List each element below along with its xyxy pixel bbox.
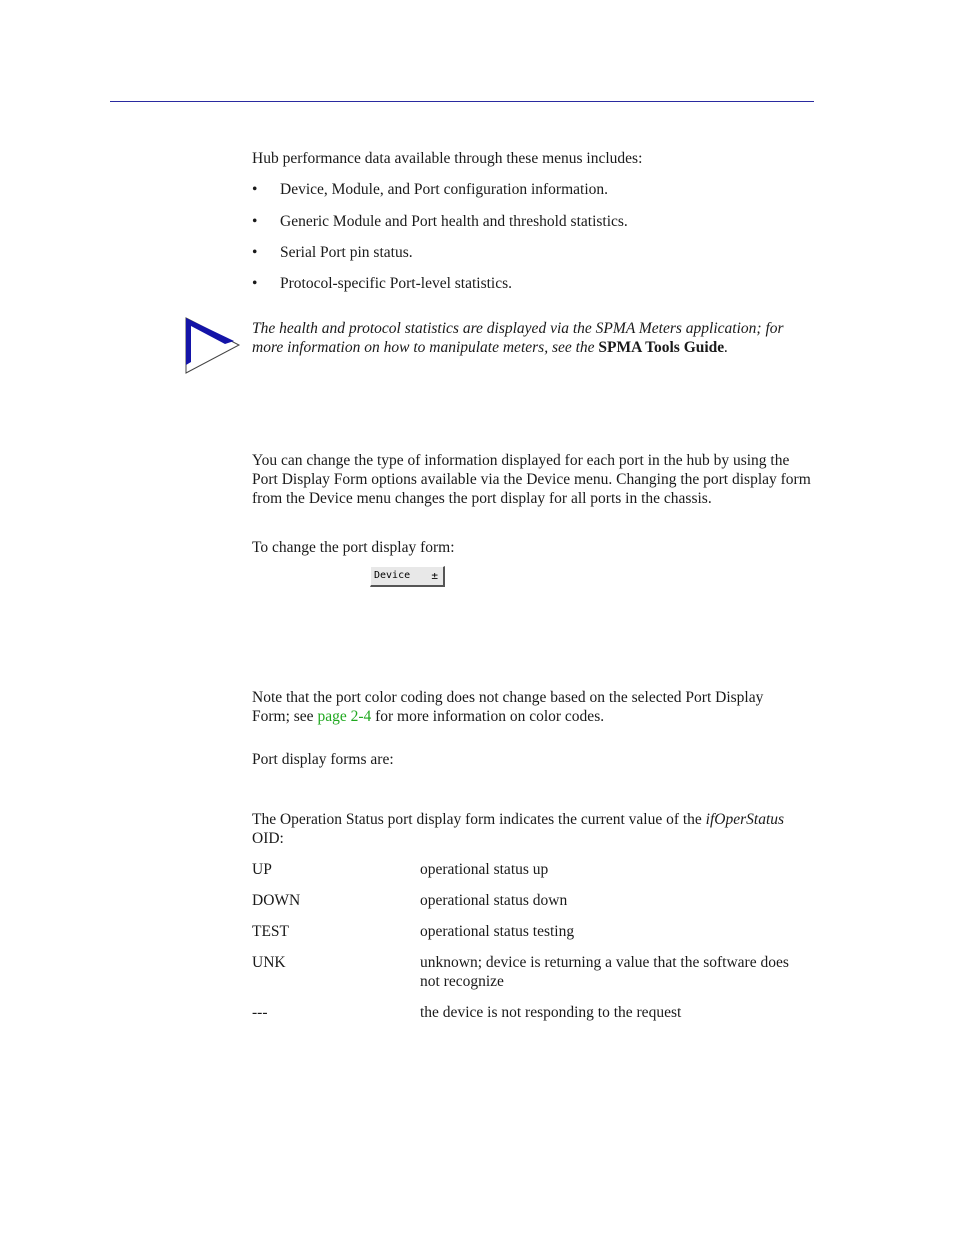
note-end: . [724, 339, 729, 356]
bullet-text: Serial Port pin status. [280, 244, 413, 261]
display-forms-label: Port display forms are: [252, 751, 394, 768]
note-guide-title: SPMA Tools Guide [598, 339, 725, 356]
page-link[interactable]: page 2-4 [317, 708, 372, 725]
color-coding-note [252, 688, 792, 726]
bullet-dot: • [252, 244, 258, 261]
intro-text: Hub performance data available through these menus includes: [252, 150, 643, 167]
color-note-after: for more information on color codes. [371, 708, 605, 725]
status-description: the device is not responding to the request [420, 1004, 682, 1021]
bullet-dot: • [252, 181, 258, 198]
bullet-dot: • [252, 213, 258, 230]
device-button-label: Device [374, 570, 411, 581]
color-note-before: Note that the port color coding does not change based on the selected Port Display Form; see [252, 689, 764, 725]
bullet-text: Device, Module, and Port configuration information. [280, 181, 609, 198]
status-description: operational status testing [420, 923, 575, 940]
note-body: The health and protocol statistics are displayed via the SPMA Meters application; for more information on how to manipulate meters, see the [252, 320, 784, 356]
status-code: UP [252, 861, 272, 878]
status-code: TEST [252, 923, 290, 940]
status-code: UNK [252, 954, 286, 971]
op-status-after: OID: [252, 830, 284, 847]
note-text [252, 319, 812, 357]
status-description: unknown; device is returning a value that the software does not recognize [420, 954, 789, 990]
dropdown-arrow-icon: ± [431, 569, 438, 582]
bullet-text: Protocol-specific Port-level statistics. [280, 275, 513, 292]
device-menu-button[interactable] [370, 566, 445, 587]
status-description: operational status down [420, 892, 568, 909]
change-form-instruction: To change the port display form: [252, 539, 455, 556]
status-code: DOWN [252, 892, 301, 909]
note-triangle-icon [185, 317, 243, 377]
op-status-before: The Operation Status port display form indicates the current value of the [252, 811, 706, 828]
status-description: operational status up [420, 861, 549, 878]
operation-status-paragraph [252, 810, 792, 848]
header-rule [110, 101, 814, 102]
bullet-dot: • [252, 275, 258, 292]
bullet-text: Generic Module and Port health and threshold statistics. [280, 213, 628, 230]
oid-name: ifOperStatus [705, 811, 785, 828]
status-code: --- [252, 1004, 268, 1021]
port-display-paragraph: You can change the type of information displayed for each port in the hub by using the Port Display Form options available via the Device menu. Changing the port display form from the Device menu changes the port display for all ports in the chassis. [252, 452, 811, 507]
